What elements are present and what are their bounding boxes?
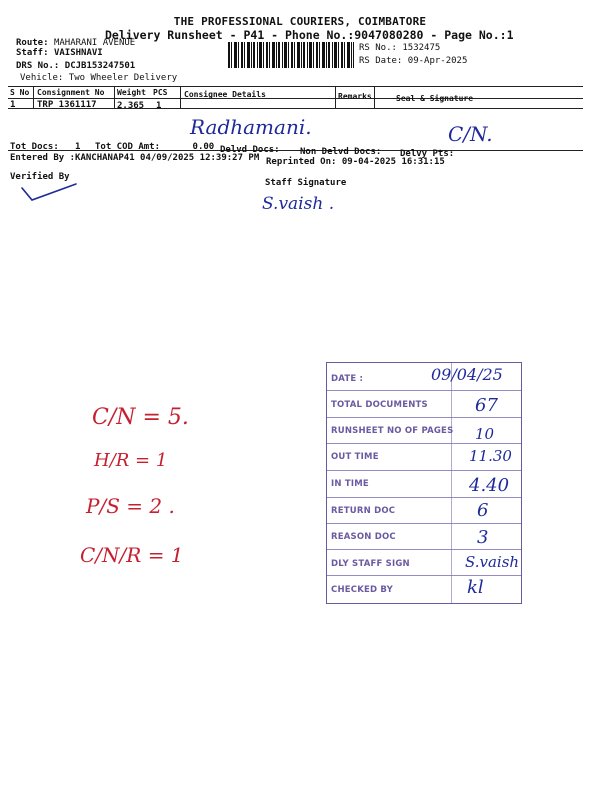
stamp-label-return-doc: RETURN DOC bbox=[331, 506, 396, 516]
table-row-pcs: 1 bbox=[156, 101, 162, 111]
stamp-row-rule bbox=[327, 497, 521, 498]
stamp-value-in-time: 4.40 bbox=[469, 475, 510, 496]
stamp-row-rule bbox=[327, 549, 521, 550]
col-header-remarks: Remarks bbox=[338, 92, 372, 101]
col-divider bbox=[33, 86, 34, 109]
staff-signature-label: Staff Signature bbox=[265, 178, 347, 188]
stamp-row-rule bbox=[327, 575, 521, 576]
table-header-rule bbox=[8, 98, 583, 99]
note-pls: P/S = 2 . bbox=[86, 494, 175, 518]
delvy-pts: Delvy Pts: bbox=[400, 149, 455, 159]
stamp-row-rule bbox=[327, 443, 521, 444]
drs-line: DRS No.: DCJB153247501 bbox=[16, 61, 136, 71]
rs-no: RS No.: 1532475 bbox=[359, 43, 441, 53]
rs-date: RS Date: 09-Apr-2025 bbox=[359, 56, 468, 66]
vehicle-line: Vehicle: Two Wheeler Delivery bbox=[20, 73, 178, 83]
entered-by: Entered By :KANCHANAP41 04/09/2025 12:39:27 PM bbox=[10, 153, 260, 163]
tot-docs: Tot Docs: 1 bbox=[10, 142, 81, 152]
delvd-docs: Delvd Docs: bbox=[220, 145, 280, 155]
tot-cod: Tot COD Amt: 0.00 bbox=[95, 142, 215, 152]
stamp-label-dly-staff: DLY STAFF SIGN bbox=[331, 559, 410, 569]
col-divider bbox=[335, 86, 336, 109]
col-header-pcs: PCS bbox=[153, 88, 168, 97]
stamp-row-rule bbox=[327, 523, 521, 524]
note-hr: H/R = 1 bbox=[94, 450, 168, 471]
company-title: THE PROFESSIONAL COURIERS, COIMBATORE bbox=[173, 15, 427, 28]
route-line: Route: MAHARANI AVENUE bbox=[16, 38, 136, 48]
stamp-label-reason-doc: REASON DOC bbox=[331, 532, 396, 542]
stamp-label-in-time: IN TIME bbox=[331, 479, 369, 489]
stamp-label-pages: RUNSHEET NO OF PAGES bbox=[331, 426, 454, 436]
stamp-label-out-time: OUT TIME bbox=[331, 452, 379, 462]
table-row-consignment: TRP 1361117 bbox=[37, 100, 97, 110]
stamp-label-checked-by: CHECKED BY bbox=[331, 585, 393, 595]
note-cnr: C/N/R = 1 bbox=[80, 543, 184, 567]
verified-by-label: Verified By bbox=[10, 172, 70, 182]
table-row-weight: 2.365 bbox=[117, 101, 145, 111]
stamp-label-date: DATE : bbox=[331, 374, 364, 384]
col-divider bbox=[374, 86, 375, 109]
receipt-stamp bbox=[326, 362, 522, 604]
col-header-consignment: Consignment No bbox=[37, 88, 105, 97]
verified-tick-mark bbox=[20, 180, 80, 205]
col-divider bbox=[114, 86, 115, 109]
staff-line: Staff: VAISHNAVI bbox=[16, 48, 103, 58]
seal-signature: C/N. bbox=[448, 122, 493, 146]
stamp-value-pages: 10 bbox=[475, 425, 495, 443]
stamp-value-dly-staff: S.vaish bbox=[465, 553, 520, 571]
table-top-rule bbox=[8, 86, 583, 87]
stamp-value-reason-doc: 3 bbox=[477, 527, 489, 548]
table-row-sno: 1 bbox=[10, 100, 16, 110]
col-header-consignee: Consignee Details bbox=[184, 90, 266, 99]
stamp-value-return-doc: 6 bbox=[477, 500, 489, 521]
stamp-row-rule bbox=[327, 470, 521, 471]
col-header-sno: S No bbox=[10, 88, 30, 97]
col-header-seal: Seal & Signature bbox=[396, 94, 474, 103]
note-cn: C/N = 5. bbox=[92, 405, 189, 430]
reprinted-on: Reprinted On: 09-04-2025 16:31:15 bbox=[266, 157, 445, 167]
stamp-value-date: 09/04/25 bbox=[431, 365, 503, 384]
col-divider bbox=[180, 86, 181, 109]
barcode-image bbox=[228, 42, 354, 68]
stamp-row-rule bbox=[327, 390, 521, 391]
non-delvd-docs: Non Delvd Docs: bbox=[300, 147, 382, 157]
staff-signature: S.vaish . bbox=[262, 194, 335, 214]
consignee-signature: Radhamani. bbox=[190, 115, 312, 139]
stamp-value-out-time: 11.30 bbox=[469, 447, 512, 465]
stamp-divider bbox=[451, 363, 452, 603]
col-header-weight: Weight bbox=[117, 88, 146, 97]
stamp-value-total-docs: 67 bbox=[475, 395, 498, 416]
runsheet-title: Delivery Runsheet - P41 - Phone No.:9047080280 - Page No.:1 bbox=[105, 28, 514, 42]
stamp-row-rule bbox=[327, 417, 521, 418]
stamp-label-total-docs: TOTAL DOCUMENTS bbox=[331, 400, 428, 410]
stamp-value-checked-by: kl bbox=[467, 577, 484, 598]
